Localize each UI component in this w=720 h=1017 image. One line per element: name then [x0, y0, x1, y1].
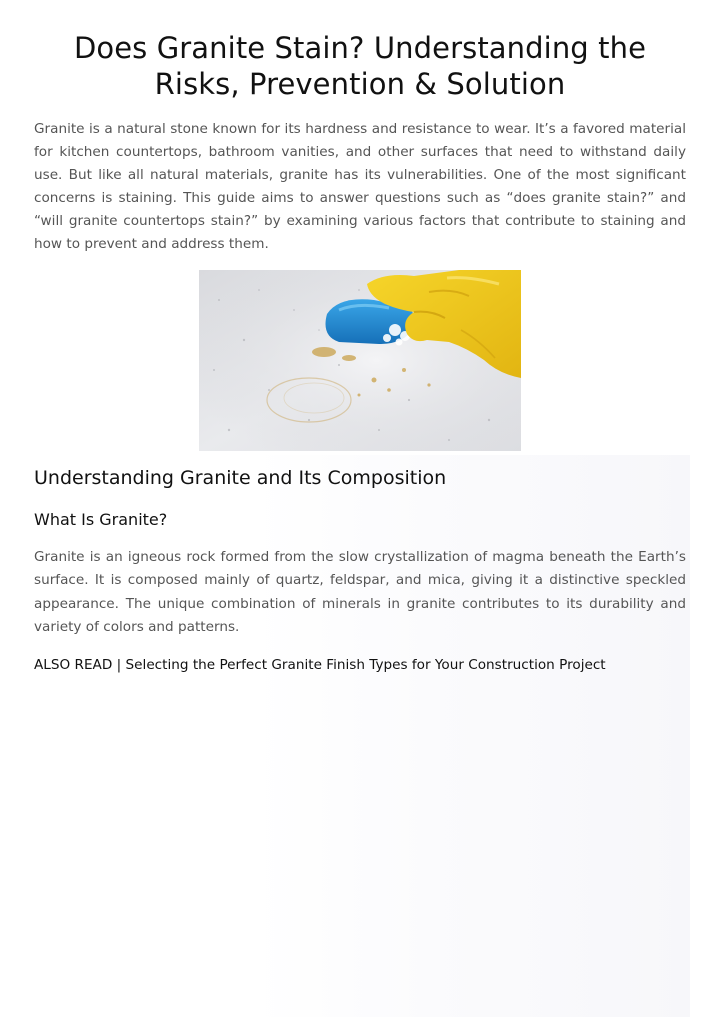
intro-paragraph: Granite is a natural stone known for its hardness and resistance to wear. It’s a favored material for kitchen countertops, bathroom vanities, and other surfaces that need to withstand daily use. But like all natural materials, granite has its vulnerabilities. One of the most significant concerns is staining. This guide aims to answer questions such as “does granite stain?” and “will granite countertops stain?” by examining various factors that contribute to staining and how to prevent and address them. [34, 121, 686, 252]
also-read-link[interactable]: ALSO READ | Selecting the Perfect Granite Finish Types for Your Construction Project [34, 657, 606, 673]
cleaning-countertop-illustration [199, 270, 521, 451]
hero-image [199, 270, 521, 451]
subheading: What Is Granite? [34, 510, 168, 529]
section-paragraph: Granite is an igneous rock formed from the slow crystallization of magma beneath the Earth’s surface. It is composed mainly of quartz, feldspar, and mica, giving it a distinctive speckled appearance. The unique combination of minerals in granite contributes to its durability and variety of colors and patterns. [34, 549, 686, 635]
section-heading: Understanding Granite and Its Composition [34, 467, 447, 489]
background-panel [254, 455, 690, 1017]
page-title: Does Granite Stain? Understanding the Risks, Prevention & Solution [73, 31, 647, 101]
